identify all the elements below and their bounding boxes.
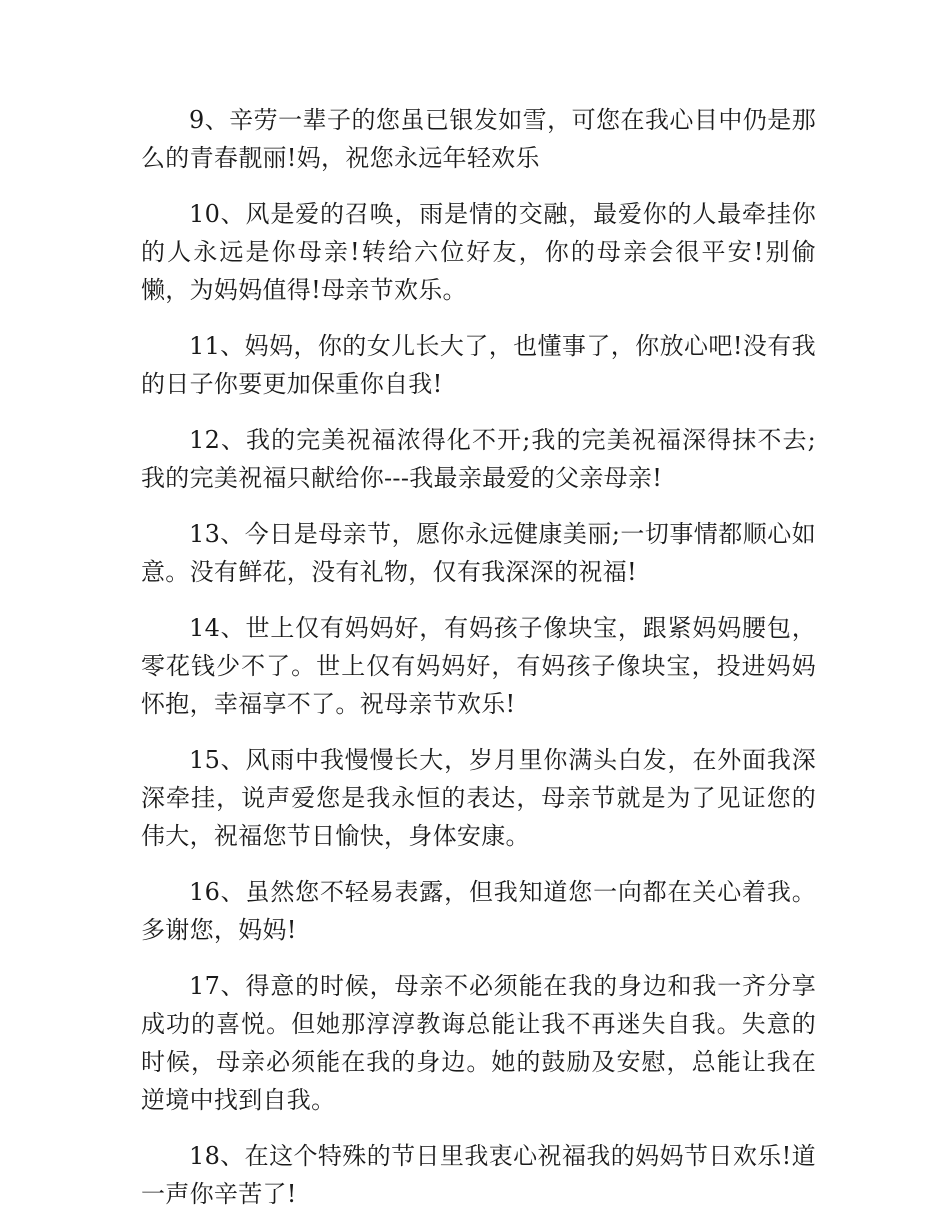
paragraph-11: 11、妈妈，你的女儿长大了，也懂事了，你放心吧!没有我的日子你要更加保重你自我!	[141, 332, 816, 398]
paragraph-12: 12、我的完美祝福浓得化不开;我的完美祝福深得抹不去;我的完美祝福只献给你---我最亲最爱的父亲母亲!	[141, 426, 816, 492]
document-body	[141, 101, 816, 1231]
paragraph-15: 15、风雨中我慢慢长大，岁月里你满头白发，在外面我深深牵挂，说声爱您是我永恒的表达，母亲节就是为了见证您的伟大，祝福您节日愉快，身体安康。	[141, 746, 816, 850]
paragraph-18: 18、在这个特殊的节日里我衷心祝福我的妈妈节日欢乐!道一声你辛苦了!	[141, 1142, 816, 1208]
paragraph-13: 13、今日是母亲节，愿你永远健康美丽;一切事情都顺心如意。没有鲜花，没有礼物，仅有我深深的祝福!	[141, 520, 816, 586]
paragraph-17: 17、得意的时候，母亲不必须能在我的身边和我一齐分享成功的喜悦。但她那淳淳教诲总能让我不再迷失自我。失意的时候，母亲必须能在我的身边。她的鼓励及安慰，总能让我在逆境中找到自我。	[141, 972, 816, 1114]
paragraph-14: 14、世上仅有妈妈好，有妈孩子像块宝，跟紧妈妈腰包，零花钱少不了。世上仅有妈妈好，有妈孩子像块宝，投进妈妈怀抱，幸福享不了。祝母亲节欢乐!	[141, 614, 816, 718]
paragraph-16: 16、虽然您不轻易表露，但我知道您一向都在关心着我。多谢您，妈妈!	[141, 878, 816, 944]
paragraph-9: 9、辛劳一辈子的您虽已银发如雪，可您在我心目中仍是那么的青春靓丽!妈，祝您永远年轻欢乐	[141, 106, 816, 172]
paragraph-10: 10、风是爱的召唤，雨是情的交融，最爱你的人最牵挂你的人永远是你母亲!转给六位好友，你的母亲会很平安!别偷懒，为妈妈值得!母亲节欢乐。	[141, 200, 816, 304]
